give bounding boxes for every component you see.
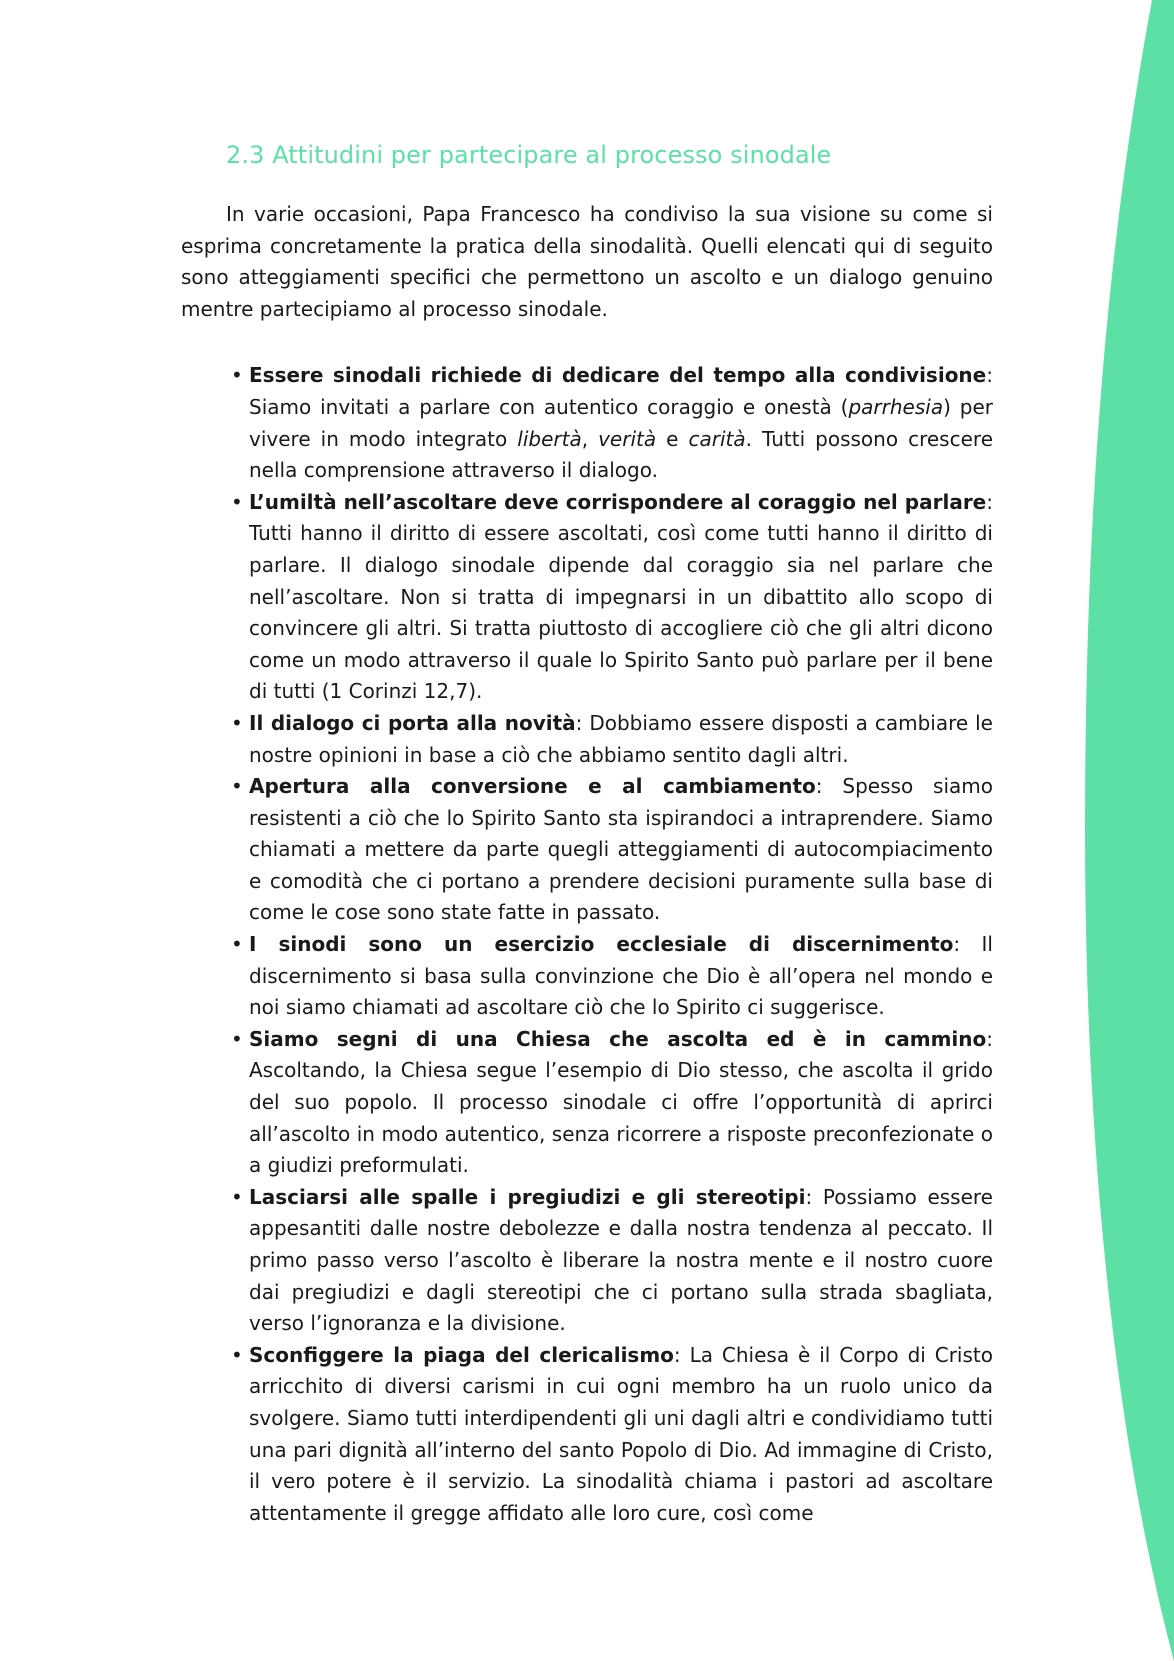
list-item: [249, 708, 993, 771]
attitudes-list: [231, 360, 993, 1529]
body-text: . Tutti possono crescere nella comprensione attraverso il dialogo.: [249, 426, 993, 483]
bullet-lead: Sconfiggere la piaga del clericalismo: [249, 1342, 674, 1367]
page-content: [181, 138, 993, 1529]
list-item: [249, 929, 993, 1024]
body-text: ) per vivere in modo integrato: [249, 394, 993, 451]
body-text: : La Chiesa è il Corpo di Cristo arricchito di diversi carismi in cui ogni membro ha un ruolo unico da svolgere. Siamo tutti interdipendenti gli uni dagli altri e condividiamo tutti una pari dignità all’interno del santo Popolo di Dio. Ad immagine di Cristo, il vero potere è il servizio. La sinodalità chiama i pastori ad ascoltare attentamente il gregge affidato alle loro cure, così come: [249, 1342, 993, 1525]
section-heading: 2.3 Attitudini per partecipare al processo sinodale: [226, 141, 832, 169]
emphasis-text: carità: [688, 426, 746, 451]
body-text: : Il discernimento si basa sulla convinzione che Dio è all’opera nel mondo e noi siamo chiamati ad ascoltare ciò che lo Spirito ci suggerisce.: [249, 932, 993, 1020]
bullet-text: [249, 1343, 993, 1525]
bullet-lead: Essere sinodali richiede di dedicare del tempo alla condivisione: [249, 363, 987, 388]
body-text: : Ascoltando, la Chiesa segue l’esempio di Dio stesso, che ascolta il grido del suo popolo. Il processo sinodale ci offre l’opportunità di aprirci all’ascolto in modo autentico, senza ricorrere a risposte preconfezionate o a giudizi preformulati.: [249, 1026, 993, 1178]
emphasis-text: parrhesia: [848, 394, 944, 419]
body-text: : Tutti hanno il diritto di essere ascoltati, così come tutti hanno il diritto di parlare. Il dialogo sinodale dipende dal coraggio sia nel parlare che nell’ascoltare. Non si tratta di impegnarsi in un dibattito allo scopo di convincere gli altri. Si tratta piuttosto di accogliere ciò che gli altri dicono come un modo attraverso il quale lo Spirito Santo può parlare per il bene di tutti (1 Corinzi 12,7).: [249, 489, 993, 704]
bullet-text: [249, 490, 993, 704]
intro-paragraph: In varie occasioni, Papa Francesco ha condiviso la sua visione su come si esprima concretamente la pratica della sinodalità. Quelli elencati qui di seguito sono atteggiamenti specifici che permettono un ascolto e un dialogo genuino mentre partecipiamo al processo sinodale.: [181, 202, 993, 321]
bullet-lead: L’umiltà nell’ascoltare deve corrispondere al coraggio nel parlare: [249, 489, 987, 514]
body-text: e: [656, 426, 689, 451]
body-text: : Siamo invitati a parlare con autentico coraggio e onestà (: [249, 363, 993, 419]
body-text: : Dobbiamo essere disposti a cambiare le nostre opinioni in base a ciò che abbiamo sentito dagli altri.: [249, 710, 993, 767]
list-item: [249, 1340, 993, 1530]
list-item: [249, 1024, 993, 1182]
bullet-lead: Lasciarsi alle spalle i pregiudizi e gli stereotipi: [249, 1184, 806, 1209]
emphasis-text: verità: [598, 426, 657, 451]
bullet-lead: Siamo segni di una Chiesa che ascolta ed è in cammino: [249, 1026, 987, 1051]
list-item: [249, 360, 993, 486]
emphasis-text: libertà: [517, 426, 582, 451]
list-item: [249, 771, 993, 929]
bullet-lead: Apertura alla conversione e al cambiamento: [249, 774, 816, 799]
bullet-lead: Il dialogo ci porta alla novità: [249, 710, 576, 735]
body-text: : Spesso siamo resistenti a ciò che lo Spirito Santo sta ispirandoci a intraprendere. Siamo chiamati a mettere da parte quegli atteggiamenti di autocompiacimento e comodità che ci portano a prendere decisioni puramente sulla base di come le cose sono state fatte in passato.: [249, 774, 993, 925]
bullet-lead: I sinodi sono un esercizio ecclesiale di discernimento: [249, 932, 954, 957]
list-item: [249, 487, 993, 708]
body-text: ,: [581, 426, 599, 451]
body-text: : Possiamo essere appesantiti dalle nostre debolezze e dalla nostra tendenza al peccato. Il primo passo verso l’ascolto è liberare la nostra mente e il nostro cuore dai pregiudizi e dagli stereotipi che ci portano sulla strada sbagliata, verso l’ignoranza e la divisione.: [249, 1184, 993, 1336]
list-item: [249, 1182, 993, 1340]
